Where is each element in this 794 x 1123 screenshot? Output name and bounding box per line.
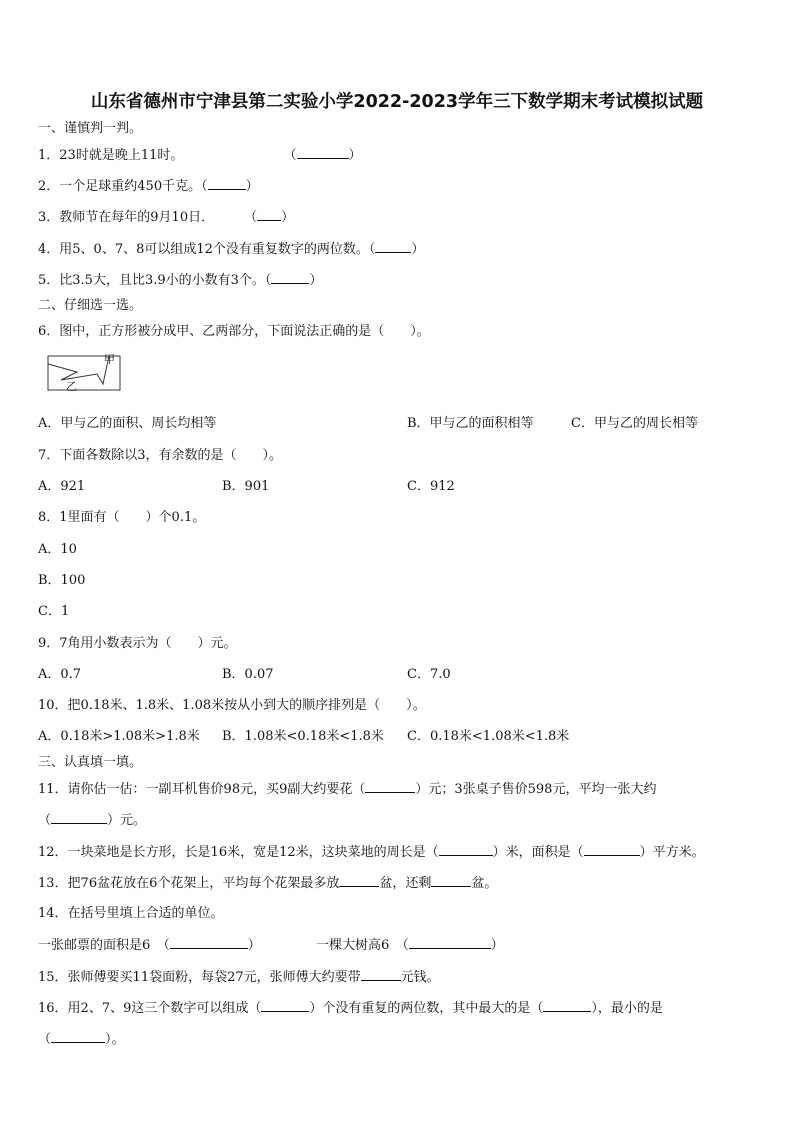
question-11-text-3: ）元。: [107, 813, 147, 828]
q10-option-b[interactable]: B．1.08米<0.18米<1.8米: [222, 729, 384, 744]
answer-blank-11b[interactable]: [51, 812, 107, 824]
bracket-close: ）。: [105, 1032, 125, 1047]
square-division-figure: [47, 350, 125, 392]
question-11-text-2: ）元；3张桌子售价598元，平均一张大约: [415, 782, 657, 797]
question-4: [38, 241, 424, 258]
question-12: [38, 844, 705, 861]
question-5: [38, 272, 322, 289]
question-14-b: [316, 937, 504, 954]
q10-option-c[interactable]: C．0.18米<1.08米<1.8米: [407, 729, 570, 744]
answer-blank-16c[interactable]: [51, 1031, 105, 1043]
bracket-close: ）: [411, 242, 425, 257]
answer-blank-5[interactable]: [271, 272, 309, 284]
answer-blank-16a[interactable]: [261, 1000, 309, 1012]
question-13-text-2: 盆，还剩: [379, 876, 432, 891]
answer-blank-15[interactable]: [361, 969, 401, 981]
question-8-text: 8．1里面有（ ）个0.1。: [38, 510, 206, 525]
answer-blank-12b[interactable]: [584, 844, 640, 856]
page-title: 山东省德州市宁津县第二实验小学2022-2023学年三下数学期末考试模拟试题: [90, 92, 704, 112]
question-12-text: 12．一块菜地是长方形，长是16米，宽是12米，这块菜地的周长是（: [38, 845, 439, 860]
section-heading-1: 一、谨慎判一判。: [38, 121, 143, 136]
answer-blank-14a[interactable]: [170, 937, 248, 949]
question-13-text: 13．把76盆花放在6个花架上，平均每个花架最多放: [38, 876, 340, 891]
question-6-text: 6．图中，正方形被分成甲、乙两部分，下面说法正确的是（ ）。: [38, 324, 430, 339]
bracket-open: （: [38, 1032, 52, 1047]
question-4-text: 4．用5、0、7、8可以组成12个没有重复数字的两位数。（: [38, 242, 376, 257]
question-11-line-2: [38, 812, 146, 829]
q10-option-a[interactable]: A．0.18米>1.08米>1.8米: [38, 729, 200, 744]
answer-blank-11a[interactable]: [365, 781, 415, 793]
question-11-text: 11．请你估一估：一副耳机售价98元，买9副大约要花（: [38, 782, 366, 797]
q7-option-c[interactable]: C．912: [407, 479, 455, 494]
question-1-text: 1．23时就是晚上11时。: [38, 148, 184, 163]
question-16-text-3: ），最小的是: [591, 1001, 663, 1016]
answer-blank-16b[interactable]: [543, 1000, 591, 1012]
question-15-text: 15．张师傅要买11袋面粉，每袋27元，张师傅大约要带: [38, 970, 361, 985]
question-14-a-text: 一张邮票的面积是6 （: [38, 938, 170, 953]
section-heading-2: 二、仔细选一选。: [38, 298, 143, 313]
question-1: [38, 147, 362, 164]
question-16-line-2: [38, 1031, 125, 1048]
q9-option-a[interactable]: A．0.7: [38, 667, 82, 682]
answer-blank-2[interactable]: [208, 178, 246, 190]
bracket-close: ）: [247, 938, 261, 953]
question-14-a: [38, 937, 261, 954]
question-12-text-2: ）米，面积是（: [492, 845, 584, 860]
question-3: [38, 209, 294, 226]
question-10-text: 10．把0.18米、1.8米、1.08米按从小到大的顺序排列是（ ）。: [38, 698, 426, 713]
bracket-close: ）: [245, 179, 259, 194]
q6-option-a[interactable]: A．甲与乙的面积、周长均相等: [38, 416, 217, 431]
answer-blank-13b[interactable]: [431, 875, 471, 887]
question-2-text: 2．一个足球重约450千克。（: [38, 179, 208, 194]
question-9-text: 9．7角用小数表示为（ ）元。: [38, 636, 237, 651]
section-heading-3: 三、认真填一填。: [38, 755, 143, 770]
question-14-b-text: 一棵大树高6 （: [316, 938, 409, 953]
bracket-close: ）: [348, 148, 362, 163]
question-16-text-2: ）个没有重复的两位数，其中最大的是（: [309, 1001, 544, 1016]
label-yi: 乙: [66, 380, 77, 392]
q9-option-c[interactable]: C．7.0: [407, 667, 451, 682]
question-13-text-3: 盆。: [471, 876, 498, 891]
question-13: [38, 875, 497, 892]
question-2: [38, 178, 259, 195]
question-3-text: 3．教师节在每年的9月10日．: [38, 210, 215, 225]
question-7-text: 7．下面各数除以3，有余数的是（ ）。: [38, 448, 283, 463]
question-15: [38, 969, 440, 986]
q7-option-b[interactable]: B．901: [222, 479, 270, 494]
question-14-text: 14．在括号里填上合适的单位。: [38, 906, 224, 921]
question-15-text-2: 元钱。: [400, 970, 440, 985]
answer-blank-1[interactable]: [297, 147, 349, 159]
question-12-text-3: ）平方米。: [639, 845, 705, 860]
bracket-open: （: [38, 813, 52, 828]
label-jia: 甲: [104, 353, 115, 366]
question-5-text: 5．比3.5大，且比3.9小的小数有3个。（: [38, 273, 272, 288]
answer-blank-3[interactable]: [257, 209, 281, 221]
bracket-close: ）: [281, 210, 295, 225]
square-figure-svg: [47, 350, 125, 392]
bracket-open: （: [283, 148, 297, 163]
q6-option-b[interactable]: B．甲与乙的面积相等: [407, 416, 534, 431]
q9-option-b[interactable]: B．0.07: [222, 667, 274, 682]
question-16: [38, 1000, 663, 1017]
q6-option-c[interactable]: C．甲与乙的周长相等: [571, 416, 698, 431]
q7-option-a[interactable]: A．921: [38, 479, 86, 494]
q8-option-a[interactable]: A．10: [38, 542, 77, 557]
bracket-close: ）: [309, 273, 323, 288]
answer-blank-14b[interactable]: [409, 937, 491, 949]
bracket-close: ）: [490, 938, 504, 953]
q8-option-c[interactable]: C．1: [38, 604, 70, 619]
answer-blank-13a[interactable]: [339, 875, 379, 887]
q8-option-b[interactable]: B．100: [38, 573, 86, 588]
answer-blank-4[interactable]: [375, 241, 411, 253]
question-16-text: 16．用2、7、9这三个数字可以组成（: [38, 1001, 262, 1016]
question-11: [38, 781, 656, 798]
bracket-open: （: [244, 210, 258, 225]
answer-blank-12a[interactable]: [439, 844, 493, 856]
